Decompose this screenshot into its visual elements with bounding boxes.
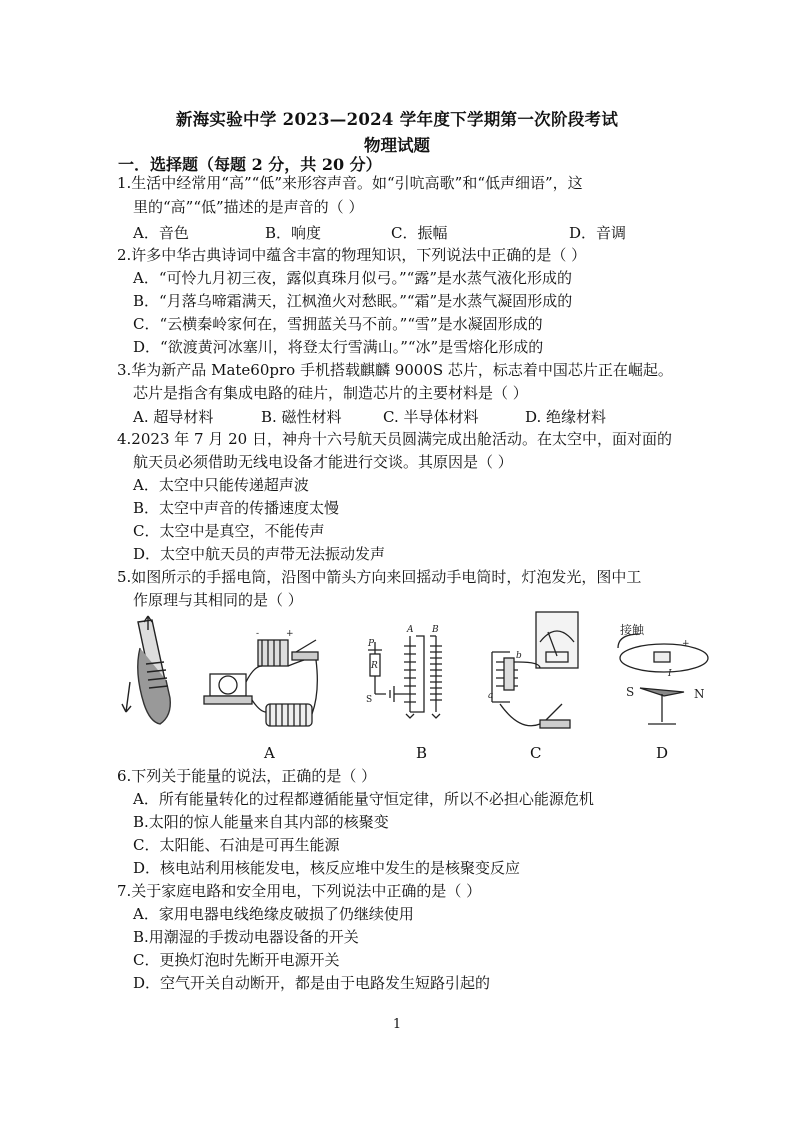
question-2-line-1: 2.许多中华古典诗词中蕴含丰富的物理知识，下列说法中正确的是（ ） (117, 246, 587, 264)
exam-title: 新海实验中学 2023—2024 学年度下学期第一次阶段考试 (175, 110, 619, 129)
question-4-line-1: 4.2023 年 7 月 20 日，神舟十六号航天员圆满完成出舱活动。在太空中，面对面的 (117, 430, 672, 448)
question-6-option-c[interactable]: C．太阳能、石油是可再生能源 (133, 836, 340, 854)
question-7-option-a[interactable]: A．家用电器电线绝缘皮破损了仍继续使用 (133, 905, 414, 923)
question-2-option-b[interactable]: B．“月落乌啼霜满天，江枫渔火对愁眠。”“霜”是水蒸气凝固形成的 (133, 292, 573, 310)
hand-crank-flashlight-figure (122, 616, 170, 724)
svg-text:接触: 接触 (620, 623, 645, 637)
question-6-option-b[interactable]: B.太阳的惊人能量来自其内部的核聚变 (133, 813, 389, 831)
question-5-figures (120, 612, 705, 762)
svg-text:S: S (626, 685, 635, 699)
question-6-option-d[interactable]: D．核电站利用核能发电，核反应堆中发生的是核聚变反应 (133, 859, 521, 877)
question-2-option-c[interactable]: C．“云横秦岭家何在，雪拥蓝关马不前。”“雪”是水凝固形成的 (133, 315, 543, 333)
svg-text:S: S (366, 695, 373, 705)
page-number: 1 (392, 1017, 402, 1032)
question-5-line-2: 作原理与其相同的是（ ） (133, 591, 303, 609)
exam-subtitle: 物理试题 (364, 136, 430, 155)
option-a[interactable]: A．音色 (133, 224, 189, 242)
figure-label-c[interactable]: C (530, 744, 542, 762)
question-1-line-2: 里的“高”“低”描述的是声音的（ ） (133, 198, 364, 216)
question-4-option-a[interactable]: A．太空中只能传递超声波 (133, 476, 309, 494)
question-3-line-2: 芯片是指含有集成电路的硅片，制造芯片的主要材料是（ ） (133, 384, 528, 402)
svg-text:a: a (488, 691, 494, 701)
svg-text:+: + (286, 629, 294, 639)
svg-text:b: b (516, 651, 522, 661)
question-7-option-b[interactable]: B.用潮湿的手拨动电器设备的开关 (133, 928, 359, 946)
svg-text:B: B (432, 625, 439, 635)
question-2-option-d[interactable]: D．“欲渡黄河冰塞川，将登太行雪满山。”“冰”是雪熔化形成的 (133, 338, 544, 356)
option-d[interactable]: D．音调 (569, 224, 627, 242)
question-4-option-c[interactable]: C．太空中是真空，不能传声 (133, 522, 325, 540)
question-2-option-a[interactable]: A．“可怜九月初三夜，露似真珠月似弓。”“露”是水蒸气液化形成的 (133, 269, 573, 287)
svg-text:+: + (682, 639, 690, 649)
option-b[interactable]: B. 磁性材料 (261, 408, 342, 426)
figure-b-electromagnet (366, 625, 442, 718)
question-7-option-d[interactable]: D．空气开关自动断开，都是由于电路发生短路引起的 (133, 974, 491, 992)
svg-text:N: N (694, 687, 705, 701)
option-c[interactable]: C．振幅 (391, 224, 448, 242)
figure-label-b[interactable]: B (416, 744, 428, 762)
svg-text:A: A (407, 625, 414, 635)
svg-text:I: I (668, 669, 672, 679)
option-a[interactable]: A. 超导材料 (133, 408, 214, 426)
svg-text:P: P (368, 639, 375, 649)
question-7-option-c[interactable]: C．更换灯泡时先断开电源开关 (133, 951, 340, 969)
question-4-option-b[interactable]: B．太空中声音的传播速度太慢 (133, 499, 340, 517)
question-6-line-1: 6.下列关于能量的说法，正确的是（ ） (117, 767, 377, 785)
option-c[interactable]: C. 半导体材料 (383, 408, 479, 426)
question-7-line-1: 7.关于家庭电路和安全用电，下列说法中正确的是（ ） (117, 882, 482, 900)
question-1-line-1: 1.生活中经常用“高”“低”来形容声音。如“引吭高歌”和“低声细语”，这 (117, 174, 583, 192)
figure-d-oersted-experiment (618, 622, 708, 724)
svg-text:-: - (256, 629, 260, 639)
section-heading: 一．选择题（每题 2 分，共 20 分） (118, 155, 382, 174)
figure-a-motor-circuit (204, 629, 318, 726)
question-5-line-1: 5.如图所示的手摇电筒，沿图中箭头方向来回摇动手电筒时，灯泡发光，图中工 (117, 568, 642, 586)
figure-c-galvanometer (488, 612, 578, 728)
question-4-line-2: 航天员必须借助无线电设备才能进行交谈。其原因是（ ） (133, 453, 513, 471)
figure-label-d[interactable]: D (656, 744, 669, 762)
figure-label-a[interactable]: A (264, 744, 275, 762)
option-b[interactable]: B．响度 (265, 224, 322, 242)
question-4-option-d[interactable]: D．太空中航天员的声带无法振动发声 (133, 545, 386, 563)
svg-text:R: R (371, 661, 378, 671)
question-6-option-a[interactable]: A．所有能量转化的过程都遵循能量守恒定律，所以不必担心能源危机 (133, 790, 594, 808)
question-3-line-1: 3.华为新产品 Mate60pro 手机搭载麒麟 9000S 芯片，标志着中国芯片正在崛起。 (117, 361, 673, 379)
option-d[interactable]: D. 绝缘材料 (525, 408, 607, 426)
